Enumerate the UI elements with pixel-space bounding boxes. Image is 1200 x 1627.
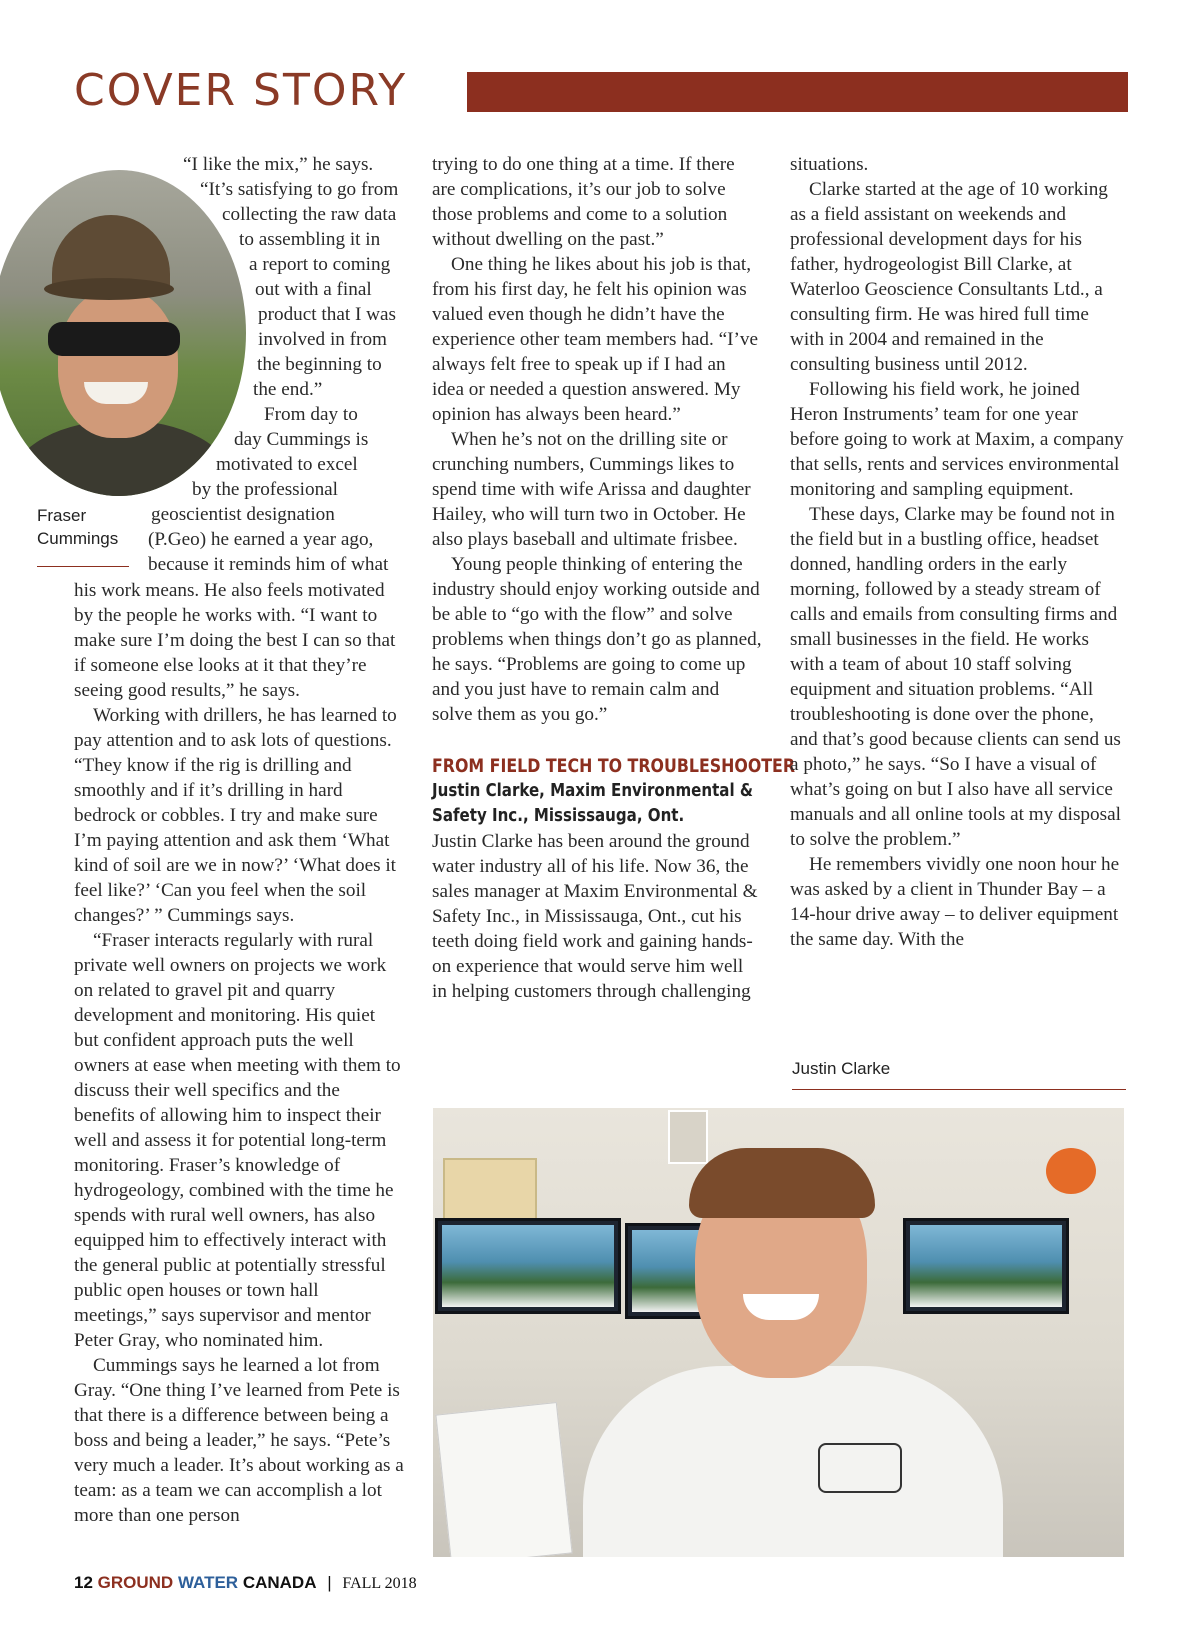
wrap-line: “I like the mix,” he says. bbox=[183, 154, 374, 175]
header-accent-bar bbox=[467, 72, 1128, 112]
body-paragraph: Cummings says he learned a lot from Gray. “One thing I’ve learned from Pete is that there is a difference between being a boss and being a leader,” he says. “Pete’s very much a leader. It’s about working as a team: as a team we can accomplish a lot more than one person bbox=[74, 1355, 404, 1526]
wrap-line: by the professional bbox=[192, 479, 339, 500]
wrap-line: motivated to excel bbox=[216, 454, 358, 475]
photo-toy-shape bbox=[1046, 1148, 1096, 1194]
column-3 bbox=[790, 152, 1124, 952]
photo-justin-clarke bbox=[433, 1108, 1124, 1557]
photo-monitor-shape bbox=[903, 1218, 1069, 1314]
body-paragraph: He remembers vividly one noon hour he was asked by a client in Thunder Bay – a 14-hour drive away – to deliver equipment the same day. With the bbox=[790, 854, 1120, 950]
wrap-line: From day to bbox=[264, 404, 358, 425]
wrap-line: product that I was bbox=[258, 304, 397, 325]
page-footer bbox=[74, 1572, 417, 1595]
magazine-name-canada: CANADA bbox=[242, 1573, 317, 1592]
photo-map-shape bbox=[443, 1158, 537, 1222]
caption-rule bbox=[792, 1089, 1126, 1090]
wrap-line: collecting the raw data bbox=[222, 204, 397, 225]
wrap-line: the end.” bbox=[253, 379, 323, 400]
wrap-line: because it reminds him of what bbox=[148, 554, 389, 575]
photo-caption-justin: Justin Clarke bbox=[792, 1059, 891, 1078]
body-paragraph: Justin Clarke has been around the ground water industry all of his life. Now 36, the sales manager at Maxim Environmental & Safety Inc., in Mississauga, Ont., cut his teeth doing field work and gaining hands-on experience that would serve him well in helping customers through challenging bbox=[432, 831, 758, 1002]
photo-shirt-logo-shape bbox=[818, 1443, 902, 1493]
wrap-line: day Cummings is bbox=[234, 429, 369, 450]
page-number: 12 bbox=[74, 1573, 93, 1592]
body-paragraph: Young people thinking of entering the industry should enjoy working outside and be able to “go with the flow” and solve problems when things don’t go as planned, he says. “Problems are going to come up and you just have to remain calm and solve them as you go.” bbox=[432, 554, 762, 725]
photo-face-shape bbox=[58, 288, 178, 438]
wrap-line: “It’s satisfying to go from bbox=[200, 179, 399, 200]
photo-caption-fraser bbox=[37, 504, 129, 550]
photo-monitor-shape bbox=[435, 1218, 621, 1314]
photo-brim-shape bbox=[44, 278, 174, 300]
section-heading: FROM FIELD TECH TO TROUBLESHOOTER bbox=[432, 756, 796, 777]
section-label: COVER STORY bbox=[74, 65, 408, 116]
caption-line: Cummings bbox=[37, 529, 119, 548]
body-paragraph: situations. bbox=[790, 154, 869, 175]
caption-line: Fraser bbox=[37, 506, 87, 525]
issue-label: FALL 2018 bbox=[342, 1575, 417, 1592]
wrap-line: involved in from bbox=[258, 329, 387, 350]
footer-separator: | bbox=[327, 1573, 332, 1592]
magazine-name-water: WATER bbox=[177, 1573, 239, 1592]
wrap-line: (P.Geo) he earned a year ago, bbox=[148, 529, 374, 550]
magazine-name-ground: GROUND bbox=[97, 1573, 174, 1592]
body-paragraph: “Fraser interacts regularly with rural private well owners on projects we work on related to gravel pit and quarry development and monitoring. His quiet but confident approach puts the well owners at ease when meeting with them to discuss their well specifics and the benefits of allowing him to inspect their well and assess it for potential long-term monitoring. Fraser’s knowledge of hydrogeology, combined with the time he spends with rural well owners, has also equipped him to effectively interact with the general public at potentially stressful public open houses or town hall meetings,” says supervisor and mentor Peter Gray, who nominated him. bbox=[74, 930, 401, 1351]
wrap-line: to assembling it in bbox=[239, 229, 381, 250]
body-paragraph: trying to do one thing at a time. If there are complications, it’s our job to solve those problems and come to a solution without dwelling on the past.” bbox=[432, 154, 735, 250]
body-paragraph: When he’s not on the drilling site or crunching numbers, Cummings likes to spend time with wife Arissa and daughter Hailey, who will turn two in October. He also plays baseball and ultimate frisbee. bbox=[432, 429, 751, 550]
body-paragraph: Clarke started at the age of 10 working as a field assistant on weekends and professional development days for his father, hydrogeologist Bill Clarke, at Waterloo Geoscience Consultants Ltd., a consulting firm. He was hired full time with in 2004 and remained in the consulting business until 2012. bbox=[790, 179, 1108, 375]
wrap-line: out with a final bbox=[255, 279, 372, 300]
body-paragraph: Working with drillers, he has learned to pay attention and to ask lots of questions. “They know if the rig is drilling and smoothly and if it’s drilling in hard bedrock or cobbles. I try and make sure I’m paying attention and ask them ‘What kind of soil are we in now?’ ‘What does it feel like?’ ‘Can you feel when the soil changes?’ ” Cummings says. bbox=[74, 705, 397, 926]
section-subheading: Justin Clarke, Maxim Environmental & Safety Inc., Mississauga, Ont. bbox=[432, 781, 753, 826]
body-paragraph: One thing he likes about his job is that, from his first day, he felt his opinion was valued even though he didn’t have the experience other team members had. “I’ve always felt free to speak up if I had an idea or needed a question answered. My opinion has always been heard.” bbox=[432, 254, 759, 425]
wrap-line: geoscientist designation bbox=[151, 504, 335, 525]
photo-paper-shape bbox=[435, 1402, 572, 1557]
wrap-line: the beginning to bbox=[257, 354, 382, 375]
column-2 bbox=[432, 152, 796, 1004]
column-1 bbox=[74, 578, 404, 1528]
body-paragraph: Following his field work, he joined Heron Instruments’ team for one year before going to work at Maxim, a company that sells, rents and services environmental monitoring and sampling equipment. bbox=[790, 379, 1124, 500]
photo-hair-shape bbox=[689, 1148, 875, 1218]
wrap-line: a report to coming bbox=[249, 254, 391, 275]
body-paragraph: These days, Clarke may be found not in the field but in a bustling office, headset donned, handling orders in the early morning, followed by a steady stream of calls and emails from consulting firms and small businesses in the field. He works with a team of about 10 staff solving equipment and situation problems. “All troubleshooting is done over the phone, and that’s good because clients can send us a photo,” he says. “So I have a visual of what’s going on but I also have all service manuals and all online tools at my disposal to solve the problem.” bbox=[790, 504, 1121, 850]
photo-shirt-shape bbox=[583, 1366, 1003, 1557]
photo-wall-picture-shape bbox=[668, 1110, 708, 1164]
caption-rule bbox=[37, 566, 129, 567]
photo-fraser-cummings bbox=[0, 170, 246, 496]
photo-sunglasses-shape bbox=[48, 322, 180, 356]
body-paragraph: his work means. He also feels motivated by the people he works with. “I want to make sure I’m doing the best I can so that if someone else looks at it that they’re seeing good results,” he says. bbox=[74, 580, 396, 701]
